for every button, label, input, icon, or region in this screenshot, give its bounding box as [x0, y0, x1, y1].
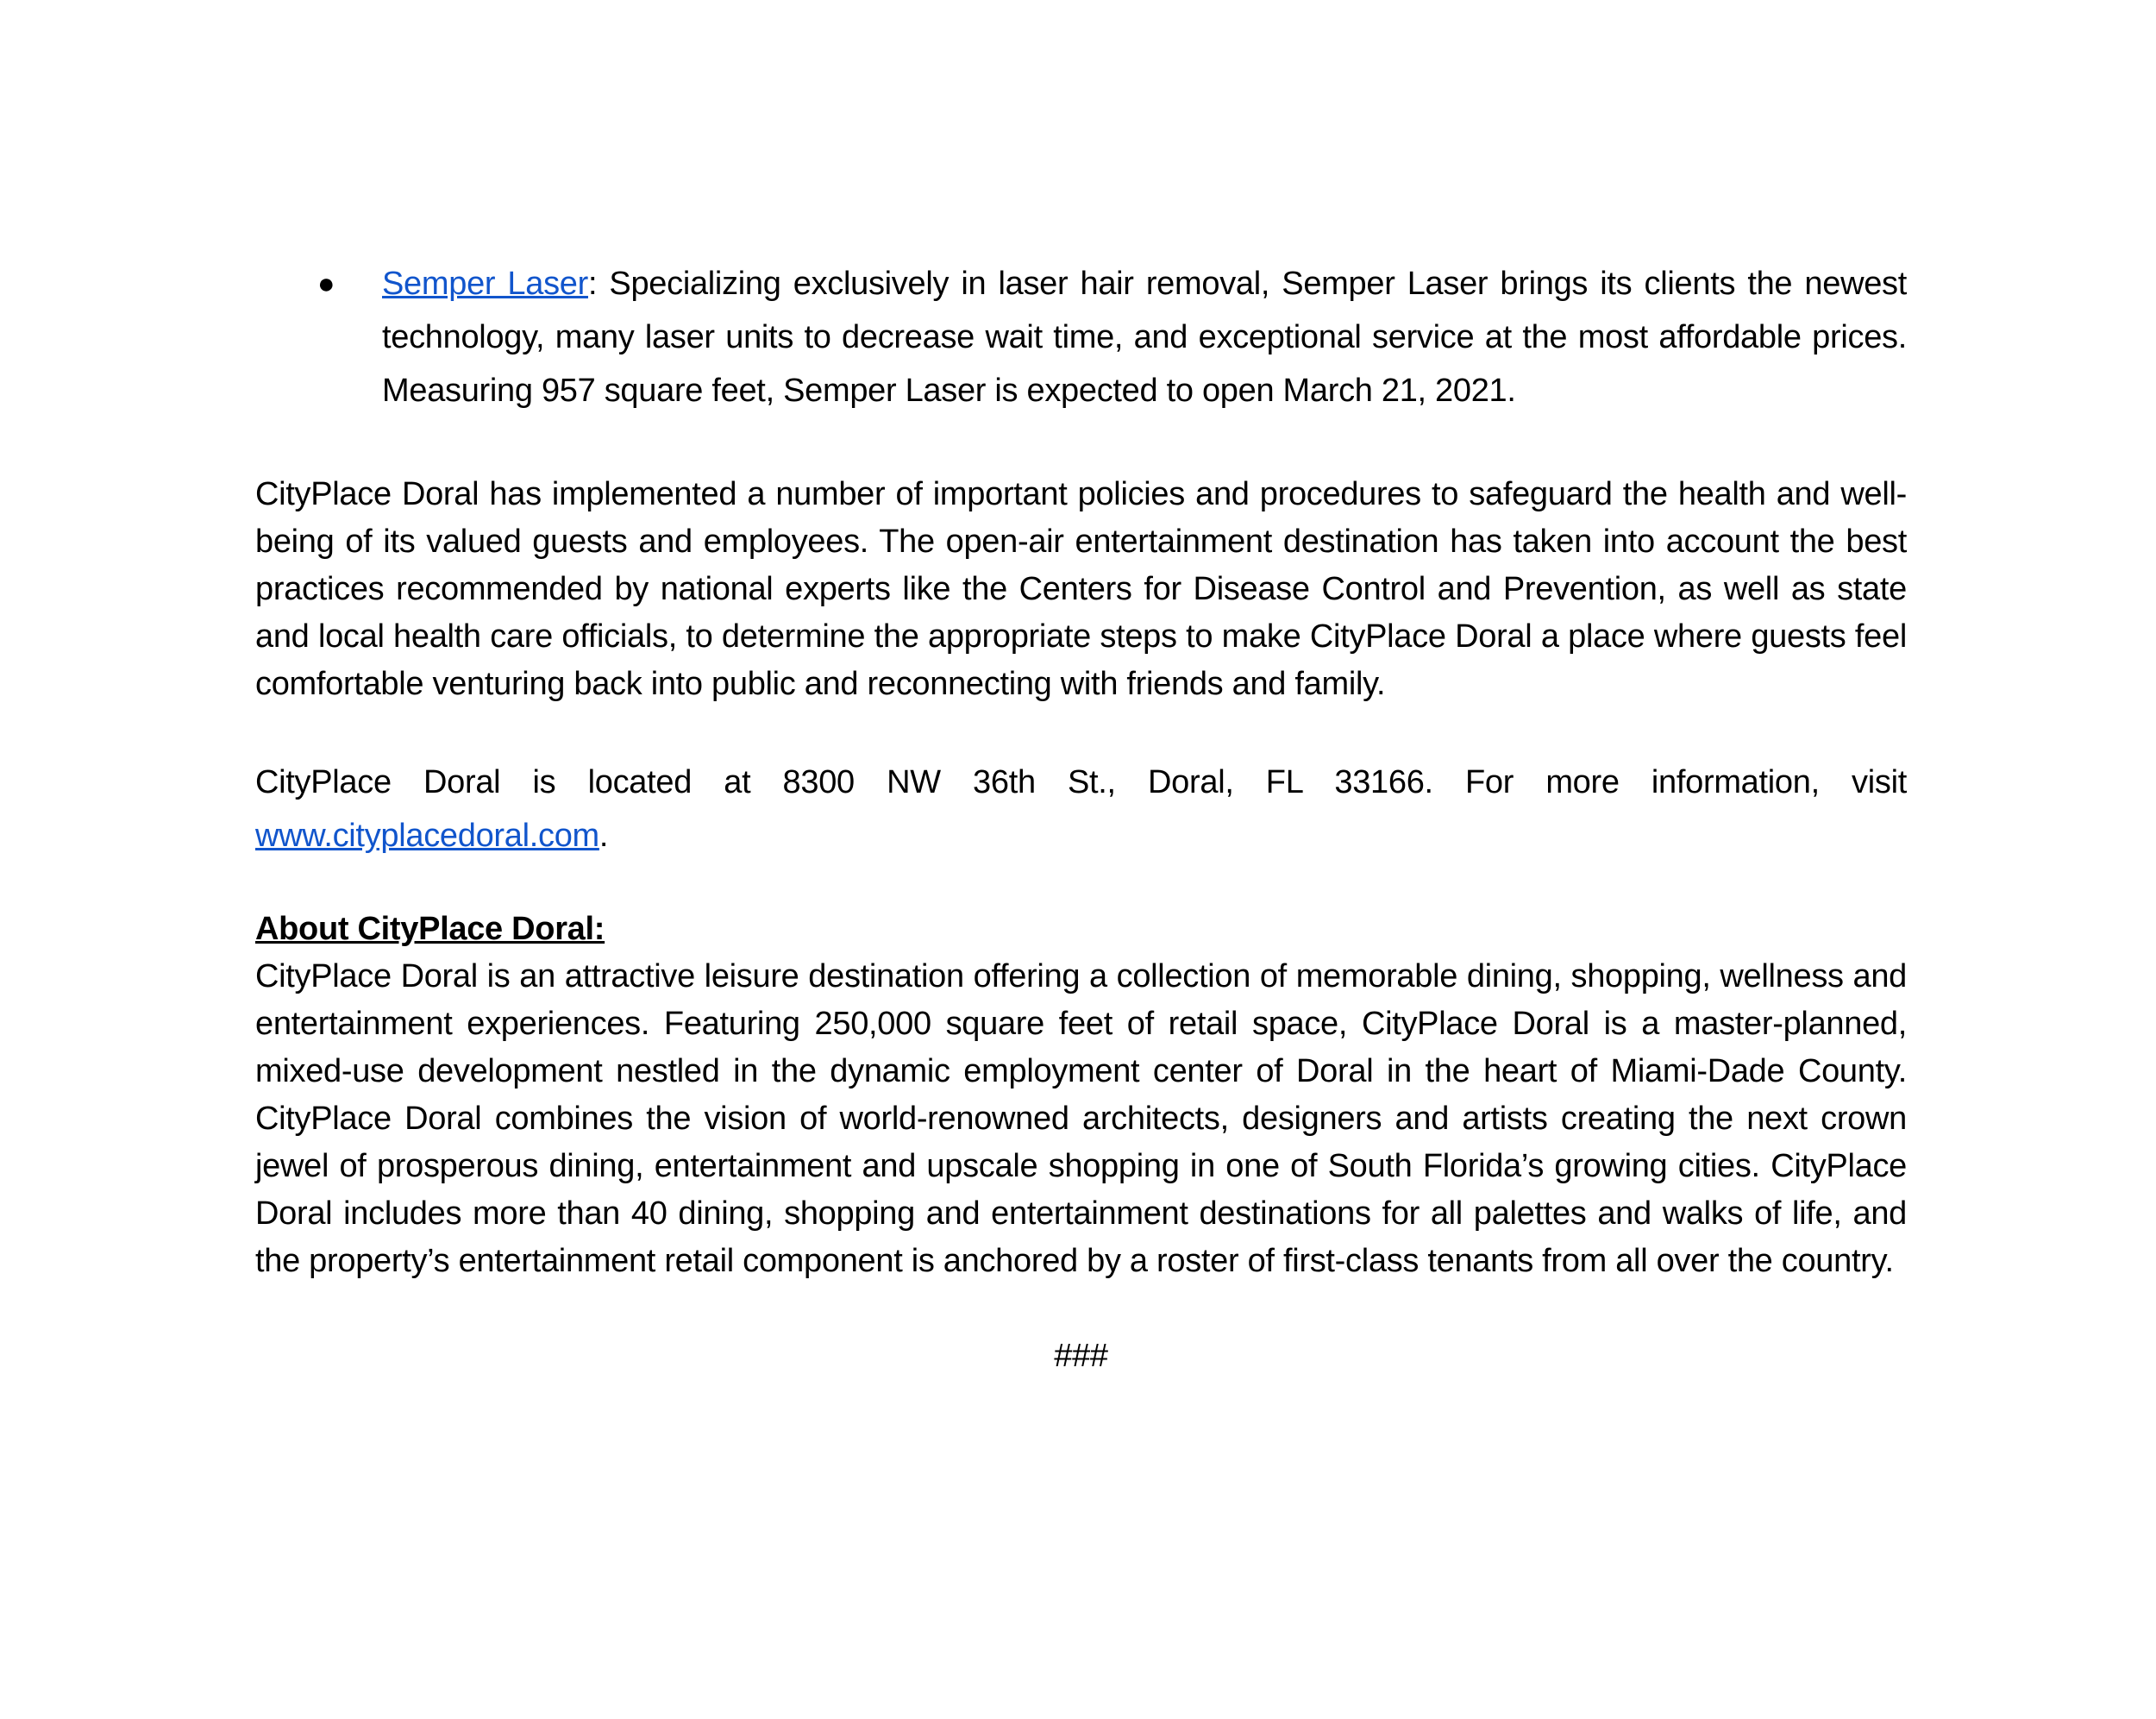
location-text: CityPlace Doral is located at 8300 NW 36th St., Doral, FL 33166. For more information, visit [255, 764, 1907, 800]
about-heading: About CityPlace Doral: [255, 911, 605, 947]
semper-laser-link[interactable]: Semper Laser [382, 266, 588, 302]
location-suffix: . [599, 818, 609, 854]
location-paragraph [255, 756, 1907, 863]
about-paragraph: CityPlace Doral is an attractive leisure destination offering a collection of memorable dining, shopping, wellness and entertainment experiences. Featuring 250,000 square feet of retail space, CityPlace Doral is a master-planned, mixed-use development nestled in the dynamic employment center of Doral in the heart of Miami-Dade County. CityPlace Doral combines the vision of world-renowned architects, designers and artists creating the next crown jewel of prosperous dining, entertainment and upscale shopping in one of South Florida’s growing cities. CityPlace Doral includes more than 40 dining, shopping and entertainment destinations for all palettes and walks of life, and the property’s entertainment retail component is anchored by a roster of first-class tenants from all over the country. [255, 958, 1907, 1279]
policy-paragraph: CityPlace Doral has implemented a number of important policies and procedures to safeguard the health and well-being of its valued guests and employees. The open-air entertainment destination has taken into account the best practices recommended by national experts like the Centers for Disease Control and Prevention, as well as state and local health care officials, to determine the appropriate steps to make CityPlace Doral a place where guests feel comfortable venturing back into public and reconnecting with friends and family. [255, 476, 1907, 702]
website-link[interactable]: www.cityplacedoral.com [255, 818, 599, 854]
end-mark: ### [1054, 1338, 1108, 1374]
list-item-semper-laser [255, 257, 1907, 417]
document-content [255, 257, 1907, 1380]
semper-laser-description: : Specializing exclusively in laser hair removal, Semper Laser brings its clients the newest technology, many laser units to decrease wait time, and exceptional service at the most affordable prices. Measuring 957 square feet, Semper Laser is expected to open March 21, 2021. [382, 266, 1908, 409]
bullet-marker: ● [317, 267, 335, 300]
